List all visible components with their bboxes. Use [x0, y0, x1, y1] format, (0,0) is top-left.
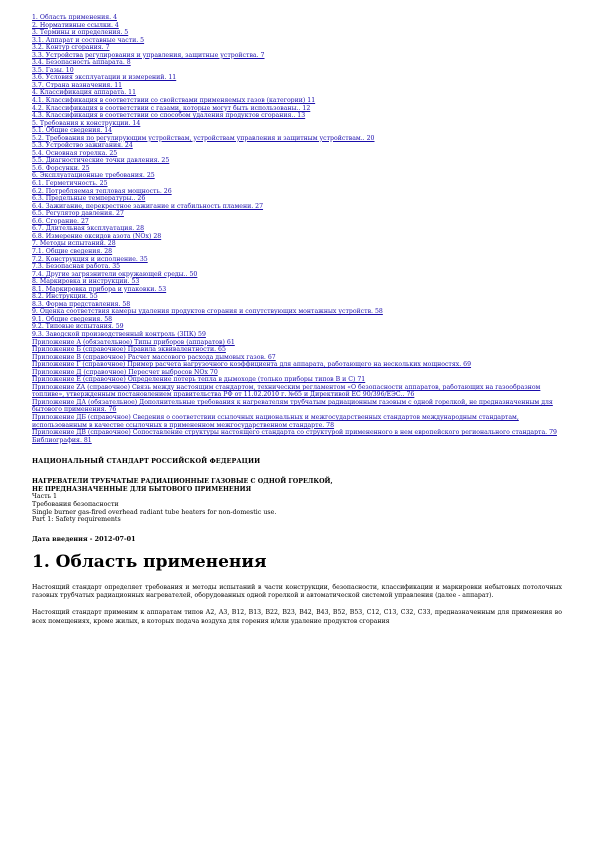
toc-item — [32, 203, 562, 211]
toc-link[interactable]: 3.6. Условия эксплуатации и измерений. 11 — [32, 74, 177, 82]
toc-link[interactable]: 3.5. Газы. 10 — [32, 66, 74, 74]
toc-item — [32, 172, 562, 180]
document-page — [32, 14, 562, 634]
toc-item — [32, 180, 562, 188]
toc-item — [32, 248, 562, 256]
toc-link[interactable]: 6.8. Измерение оксидов азота (NOx) 28 — [32, 232, 162, 240]
toc-item — [32, 135, 562, 143]
toc-link[interactable]: 8.3. Форма представления. 58 — [32, 300, 131, 308]
toc-item — [32, 188, 562, 196]
toc-link[interactable]: Приложение ZA (справочное) Связь между настоящим стандартом, техническим регламентом «О безопасности аппаратов, работающих на газообразном топливе», утвержденным постановлением правительства РФ от 11.02.2010 г. №65 и Директивой ЕС 90/396/ЕЭС.. 76 — [32, 383, 541, 399]
subtitle: Требования безопасности — [32, 500, 119, 508]
toc-link[interactable]: 7.4. Другие загрязнители окружающей среды.. 50 — [32, 270, 198, 278]
toc-link[interactable]: Приложение ДА (обязательное) Дополнительные требования к нагревателям трубчатым радиационным газовым с одной горелкой, не предназначенным для бытового применения. 76 — [32, 398, 553, 414]
toc-link[interactable]: Приложение Б (справочное) Правила эквивалентности. 65 — [32, 346, 226, 354]
toc-link[interactable]: Приложение Е (справочное) Определение потерь тепла в дымоходе (только приборы типов В и С) 71 — [32, 376, 366, 384]
toc-link[interactable]: Приложение Г (справочное) Пример расчета нагрузочного коэффициента для аппарата, работающего на нескольких мощностях. 69 — [32, 361, 472, 369]
toc-link[interactable]: 6.4. Зажигание, перекрестное зажигание и стабильность пламени. 27 — [32, 202, 264, 210]
body-paragraph-1: Настоящий стандарт определяет требования и методы испытаний в части конструкции, безопасности, классификации и маркировки небытовых потолочных газовых трубчатых радиационных нагревателей, оборудованных одной горелкой и автоматической системой управления (далее - аппарат). — [32, 583, 562, 600]
part-label: Часть 1 — [32, 493, 58, 501]
toc-link[interactable]: 6.2. Потребляемая тепловая мощность. 26 — [32, 187, 172, 195]
toc-item — [32, 361, 562, 369]
toc-item — [32, 165, 562, 173]
toc-link[interactable]: 5.1. Общие сведения. 14 — [32, 127, 113, 135]
toc-link[interactable]: Библиография. 81 — [32, 436, 92, 444]
toc-item — [32, 414, 562, 429]
toc-link[interactable]: 4.1. Классификация в соответствии со свойствами применяемых газов (категории) 11 — [32, 97, 316, 105]
toc-link[interactable]: 2. Нормативные ссылки. 4 — [32, 21, 119, 29]
toc-item — [32, 112, 562, 120]
toc-link[interactable]: 3.1. Аппарат и составные части. 5 — [32, 36, 145, 44]
toc-link[interactable]: 7.2. Конструкция и исполнение. 35 — [32, 255, 148, 263]
toc-item — [32, 142, 562, 150]
toc-item — [32, 354, 562, 362]
toc-link[interactable]: 3.7. Страна назначения. 11 — [32, 81, 123, 89]
toc-link[interactable]: 8.2. Инструкции. 55 — [32, 293, 98, 301]
toc-item — [32, 346, 562, 354]
section-heading: 1. Область применения — [32, 551, 267, 572]
toc-link[interactable]: 9. Оценка соответствия камеры удаления продуктов сгорания и сопутствующих монтажных устройств. 58 — [32, 308, 383, 316]
toc-link[interactable]: 6.3. Предельные температуры.. 26 — [32, 195, 146, 203]
toc-link[interactable]: Приложение Д (справочное) Пересчет выбросов NOх 70 — [32, 368, 218, 376]
toc-item — [32, 256, 562, 264]
title-line-2: НЕ ПРЕДНАЗНАЧЕННЫЕ ДЛЯ БЫТОВОГО ПРИМЕНЕНИЯ — [32, 485, 252, 493]
toc-link[interactable]: 7. Методы испытаний. 28 — [32, 240, 116, 248]
toc-item — [32, 29, 562, 37]
toc-link[interactable]: 5. Требования к конструкции. 14 — [32, 119, 141, 127]
toc-link[interactable]: 5.6. Форсунки. 25 — [32, 164, 90, 172]
introduction-date: Дата введения - 2012-07-01 — [32, 534, 136, 543]
toc-item — [32, 240, 562, 248]
toc-item — [32, 369, 562, 377]
toc-item — [32, 127, 562, 135]
toc-item — [32, 37, 562, 45]
toc-link[interactable]: 6.5. Регулятор давления. 27 — [32, 210, 124, 218]
toc-link[interactable]: 5.4. Основная горелка. 25 — [32, 149, 118, 157]
toc-link[interactable]: 5.2. Требования по регулирующим устройствам, устройствам управления и защитным устройствам.. 20 — [32, 134, 375, 142]
toc-link[interactable]: 3.4. Безопасность аппарата. 8 — [32, 59, 131, 67]
toc-item — [32, 52, 562, 60]
toc-item — [32, 263, 562, 271]
toc-link[interactable]: 3. Термины и определения. 5 — [32, 29, 129, 37]
toc-link[interactable]: 5.5. Диагностические точки давления. 25 — [32, 157, 170, 165]
toc-item — [32, 399, 562, 414]
toc-link[interactable]: 9.1. Общие сведения. 58 — [32, 315, 113, 323]
english-title: Single burner gas-fired overhead radiant tube heaters for non-domestic use. — [32, 508, 277, 516]
toc-item — [32, 301, 562, 309]
toc-item — [32, 331, 562, 339]
toc-item — [32, 233, 562, 241]
toc-link[interactable]: 7.1. Общие сведения. 28 — [32, 247, 113, 255]
toc-item — [32, 316, 562, 324]
toc-item — [32, 293, 562, 301]
toc-item — [32, 89, 562, 97]
toc-link[interactable]: Приложение ДВ (справочное) Сопоставление структуры настоящего стандарта со структурой примененного в нем европейского регионального стандарта. 79 — [32, 429, 557, 437]
toc-item — [32, 376, 562, 384]
table-of-contents — [32, 14, 562, 444]
toc-link[interactable]: Приложение ДБ (справочное) Сведения о соответствии ссылочных национальных и межгосударственных стандартов международным стандартам, использованным в качестве ссылочных в примененном межгосударственном стандарте. 78 — [32, 413, 519, 429]
toc-item — [32, 14, 562, 22]
toc-link[interactable]: 7.3. Безопасная работа. 35 — [32, 263, 121, 271]
body-paragraph-2: Настоящий стандарт применим к аппаратам типов А2, А3, В12, В13, В22, В23, В42, В43, В52, В53, С12, С13, С32, С33, предназначенным для применения во всех помещениях, кроме жилых, в которых подача воздуха для горения и/или удаление продуктов сгорания — [32, 608, 562, 625]
toc-item — [32, 429, 562, 437]
toc-item — [32, 308, 562, 316]
toc-item — [32, 67, 562, 75]
toc-link[interactable]: 9.3. Заводской производственный контроль (ЗПК) 59 — [32, 330, 206, 338]
toc-link[interactable]: 6.7. Длительная эксплуатация. 28 — [32, 225, 145, 233]
toc-item — [32, 384, 562, 399]
toc-item — [32, 150, 562, 158]
toc-item — [32, 323, 562, 331]
toc-item — [32, 210, 562, 218]
toc-item — [32, 74, 562, 82]
toc-item — [32, 97, 562, 105]
toc-item — [32, 120, 562, 128]
toc-link[interactable]: 8.1. Маркировка прибора и упаковки. 53 — [32, 285, 167, 293]
toc-item — [32, 195, 562, 203]
toc-item — [32, 271, 562, 279]
toc-link[interactable]: Приложение В (справочное) Расчет массового расхода дымовых газов. 67 — [32, 353, 276, 361]
toc-item — [32, 225, 562, 233]
toc-item — [32, 105, 562, 113]
toc-link[interactable]: 9.2. Типовые испытания. 59 — [32, 323, 124, 331]
toc-link[interactable]: 6.1. Герметичность. 25 — [32, 180, 108, 188]
english-part: Part 1: Safety requirements — [32, 516, 121, 524]
title-line-1: НАГРЕВАТЕЛИ ТРУБЧАТЫЕ РАДИАЦИОННЫЕ ГАЗОВЫЕ С ОДНОЙ ГОРЕЛКОЙ, — [32, 478, 333, 486]
toc-item — [32, 437, 562, 445]
toc-item — [32, 218, 562, 226]
title-block — [32, 478, 562, 524]
toc-link[interactable]: 6. Эксплуатационные требования. 25 — [32, 172, 155, 180]
toc-link[interactable]: 4. Классификация аппарата. 11 — [32, 89, 137, 97]
toc-link[interactable]: 3.3. Устройства регулирования и управления, защитные устройства. 7 — [32, 51, 265, 59]
toc-link[interactable]: 6.6. Сгорание. 27 — [32, 217, 89, 225]
toc-item — [32, 44, 562, 52]
toc-item — [32, 22, 562, 30]
toc-item — [32, 59, 562, 67]
toc-link[interactable]: Приложение А (обязательное) Типы приборов (аппаратов) 61 — [32, 338, 235, 346]
toc-link[interactable]: 3.2. Контур сгорания. 7 — [32, 44, 110, 52]
toc-link[interactable]: 4.2. Классификация в соответствии с газами, которые могут быть использованы.. 12 — [32, 104, 311, 112]
toc-item — [32, 286, 562, 294]
toc-item — [32, 278, 562, 286]
toc-link[interactable]: 8. Маркировка и инструкции. 53 — [32, 278, 140, 286]
toc-item — [32, 339, 562, 347]
standard-label: НАЦИОНАЛЬНЫЙ СТАНДАРТ РОССИЙСКОЙ ФЕДЕРАЦИИ — [32, 457, 261, 466]
toc-link[interactable]: 4.3. Классификация в соответствии со способом удаления продуктов сгорания.. 13 — [32, 112, 306, 120]
toc-link[interactable]: 5.3. Устройство зажигания. 24 — [32, 142, 133, 150]
toc-item — [32, 157, 562, 165]
toc-item — [32, 82, 562, 90]
toc-link[interactable]: 1. Область применения. 4 — [32, 14, 118, 21]
